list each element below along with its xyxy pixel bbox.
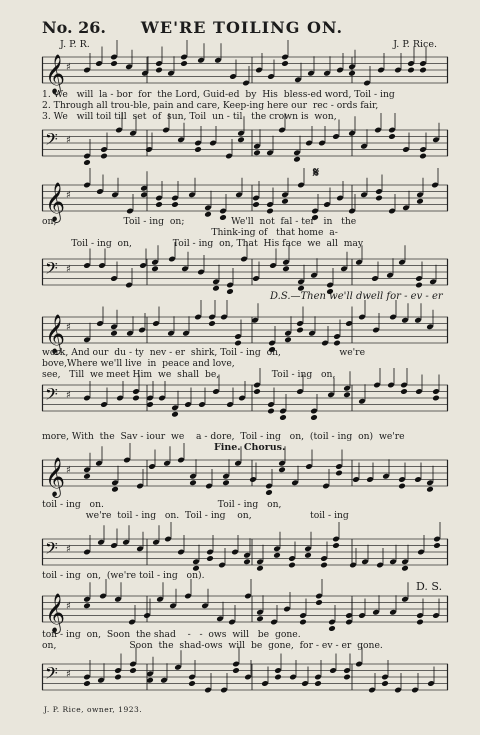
lyric-line-2: bove,Where we'll live in peace and love, xyxy=(42,358,235,369)
music-system-1 xyxy=(42,47,448,169)
note-head xyxy=(416,198,424,205)
lyric-line-1: toil - ing on. Toil - ing on, xyxy=(42,499,282,510)
copyright-footer: J. P. Rice, owner, 1923. xyxy=(44,705,143,714)
lyric-verse-1: 1. We will la - bor for the Lord, Guid-ed by His bless-ed word, Toil - ing xyxy=(42,89,395,100)
bass-clef-icon: 𝄢 xyxy=(45,129,58,153)
note-head xyxy=(426,486,434,493)
note-head xyxy=(237,136,245,143)
note-head xyxy=(83,680,91,687)
note-head xyxy=(281,60,289,67)
music-system-5 xyxy=(42,580,448,700)
key-sharp-icon: ♯ xyxy=(66,544,71,555)
note-head xyxy=(114,674,122,681)
lyric-line-2: we're toil - ing on. Toil - ing on, toil - ing xyxy=(42,510,349,521)
note-head xyxy=(180,60,188,67)
note-head xyxy=(333,340,341,347)
lyric-line xyxy=(42,499,448,521)
lyric-line-2: on, Soon the shad-ows will be gone, for - ev - er gone. xyxy=(42,640,383,651)
music-system-2 xyxy=(42,165,448,302)
note-head xyxy=(188,680,196,687)
note-head xyxy=(110,60,118,67)
treble-clef-icon: 𝄞 xyxy=(45,457,66,497)
note-head xyxy=(296,327,304,334)
hymn-header xyxy=(42,18,442,40)
note-head xyxy=(111,486,119,493)
treble-staff xyxy=(42,592,448,632)
lyric-verse-3: 3. We will toil till set of sun, Toil un - til the crown is won, xyxy=(42,111,337,122)
music-credit: J. P. Rice. xyxy=(393,39,437,50)
note-head xyxy=(281,198,289,205)
lyric-line-1: toil - ing on, Soon the shad - - ows will be gone. xyxy=(42,629,301,640)
note-head xyxy=(304,552,312,559)
note-head xyxy=(267,408,275,415)
note-head xyxy=(419,153,427,160)
note-head xyxy=(222,479,230,486)
treble-clef-icon: 𝄞 xyxy=(45,593,66,633)
note-head xyxy=(433,542,441,549)
treble-clef-icon: 𝄞 xyxy=(45,314,66,354)
note-head xyxy=(288,562,296,569)
key-sharp-icon: ♯ xyxy=(66,465,71,476)
note-head xyxy=(265,489,273,496)
note-head xyxy=(415,282,423,289)
note-head xyxy=(234,340,242,347)
note-head xyxy=(299,619,307,626)
lyric-line xyxy=(42,347,448,380)
ds-note: D.S.—Then we'll dwell for - ev - er xyxy=(270,291,443,302)
note-head xyxy=(171,201,179,208)
note-head xyxy=(110,330,118,337)
fine-chorus-marking: Fine. Chorus. xyxy=(214,442,286,453)
note-head xyxy=(416,619,424,626)
lyric-bass-line: toil - ing on, (we're toil - ing on). xyxy=(42,570,205,581)
lyric-line xyxy=(42,89,448,122)
note-head xyxy=(388,133,396,140)
note-head xyxy=(232,667,240,674)
note-head xyxy=(252,201,260,208)
note-head xyxy=(314,680,322,687)
note-head xyxy=(315,599,323,606)
key-sharp-icon: ♯ xyxy=(66,390,71,401)
note-head xyxy=(348,70,356,77)
segno-sign: 𝄋 xyxy=(313,165,320,181)
note-head xyxy=(253,149,261,156)
bass-clef-icon: 𝄢 xyxy=(45,384,58,408)
note-head xyxy=(189,479,197,486)
lyric-line xyxy=(42,629,448,651)
note-head xyxy=(343,391,351,398)
note-head xyxy=(335,470,343,477)
bass-clef-icon: 𝄢 xyxy=(45,258,58,282)
words-credit: J. P. R. xyxy=(60,39,90,50)
note-head xyxy=(273,552,281,559)
hymn-title: WE'RE TOILING ON. xyxy=(140,18,344,37)
lyric-line xyxy=(42,216,448,249)
bass-staff xyxy=(42,660,448,700)
treble-clef-icon: 𝄞 xyxy=(45,182,66,222)
note-head xyxy=(155,67,163,74)
note-head xyxy=(279,414,287,421)
note-head xyxy=(332,542,340,549)
lyric-line-2: Think-ing of that home a- xyxy=(42,227,338,238)
key-sharp-icon: ♯ xyxy=(66,264,71,275)
key-sharp-icon: ♯ xyxy=(66,322,71,333)
note-head xyxy=(155,201,163,208)
treble-staff xyxy=(42,181,448,221)
note-head xyxy=(194,146,202,153)
note-head xyxy=(171,411,179,418)
key-sharp-icon: ♯ xyxy=(66,135,71,146)
key-sharp-icon: ♯ xyxy=(66,669,71,680)
lyric-line-1: on, Toil - ing on; We'll not fal - ter in the xyxy=(42,216,357,227)
ds-marking: D. S. xyxy=(416,580,443,593)
note-head xyxy=(398,483,406,490)
note-head xyxy=(129,667,137,674)
music-system-4 xyxy=(42,442,448,582)
hymn-number: No. 26. xyxy=(42,18,106,37)
note-head xyxy=(343,674,351,681)
note-head xyxy=(293,156,301,163)
note-head xyxy=(253,388,261,395)
note-head xyxy=(212,285,220,292)
note-head xyxy=(206,555,214,562)
bass-staff xyxy=(42,535,448,575)
note-head xyxy=(375,195,383,202)
key-sharp-icon: ♯ xyxy=(66,190,71,201)
lyric-line-1: work, And our du - ty nev - er shirk, Toil - ing on, we're xyxy=(42,347,366,358)
note-head xyxy=(432,395,440,402)
note-head xyxy=(100,153,108,160)
note-head xyxy=(419,67,427,74)
note-head xyxy=(278,466,286,473)
note-head xyxy=(274,674,282,681)
note-head xyxy=(320,562,328,569)
note-head xyxy=(381,680,389,687)
bass-clef-icon: 𝄢 xyxy=(45,663,58,687)
key-sharp-icon: ♯ xyxy=(66,62,71,73)
treble-staff xyxy=(42,456,448,496)
lyric-line-3: Toil - ing on, Toil - ing on, That His face we all may xyxy=(42,238,364,249)
bass-staff xyxy=(42,255,448,295)
music-system-3 xyxy=(42,305,448,442)
note-head xyxy=(151,265,159,272)
bass-staff xyxy=(42,126,448,166)
note-head xyxy=(226,288,234,295)
note-head xyxy=(83,602,91,609)
note-head xyxy=(256,615,264,622)
note-head xyxy=(284,336,292,343)
note-head xyxy=(83,473,91,480)
note-head xyxy=(407,67,415,74)
note-head xyxy=(310,414,318,421)
bass-staff xyxy=(42,381,448,421)
lyric-line-3: see, Till we meet Him we shall be, Toil - ing on, xyxy=(42,369,336,380)
note-head xyxy=(83,159,91,166)
lyric-verse-2: 2. Through all trou-ble, pain and care, Keep-ing here our rec - ords fair, xyxy=(42,100,379,111)
note-head xyxy=(266,208,274,215)
note-head xyxy=(282,265,290,272)
lyric-bass-line: more, With the Sav - iour we a - dore, Toil - ing on, (toil - ing on) we're xyxy=(42,431,405,442)
note-head xyxy=(243,558,251,565)
note-head xyxy=(132,395,140,402)
note-head xyxy=(208,320,216,327)
treble-staff xyxy=(42,53,448,93)
note-head xyxy=(400,388,408,395)
bass-clef-icon: 𝄢 xyxy=(45,538,58,562)
key-sharp-icon: ♯ xyxy=(66,601,71,612)
treble-clef-icon: 𝄞 xyxy=(45,54,66,94)
